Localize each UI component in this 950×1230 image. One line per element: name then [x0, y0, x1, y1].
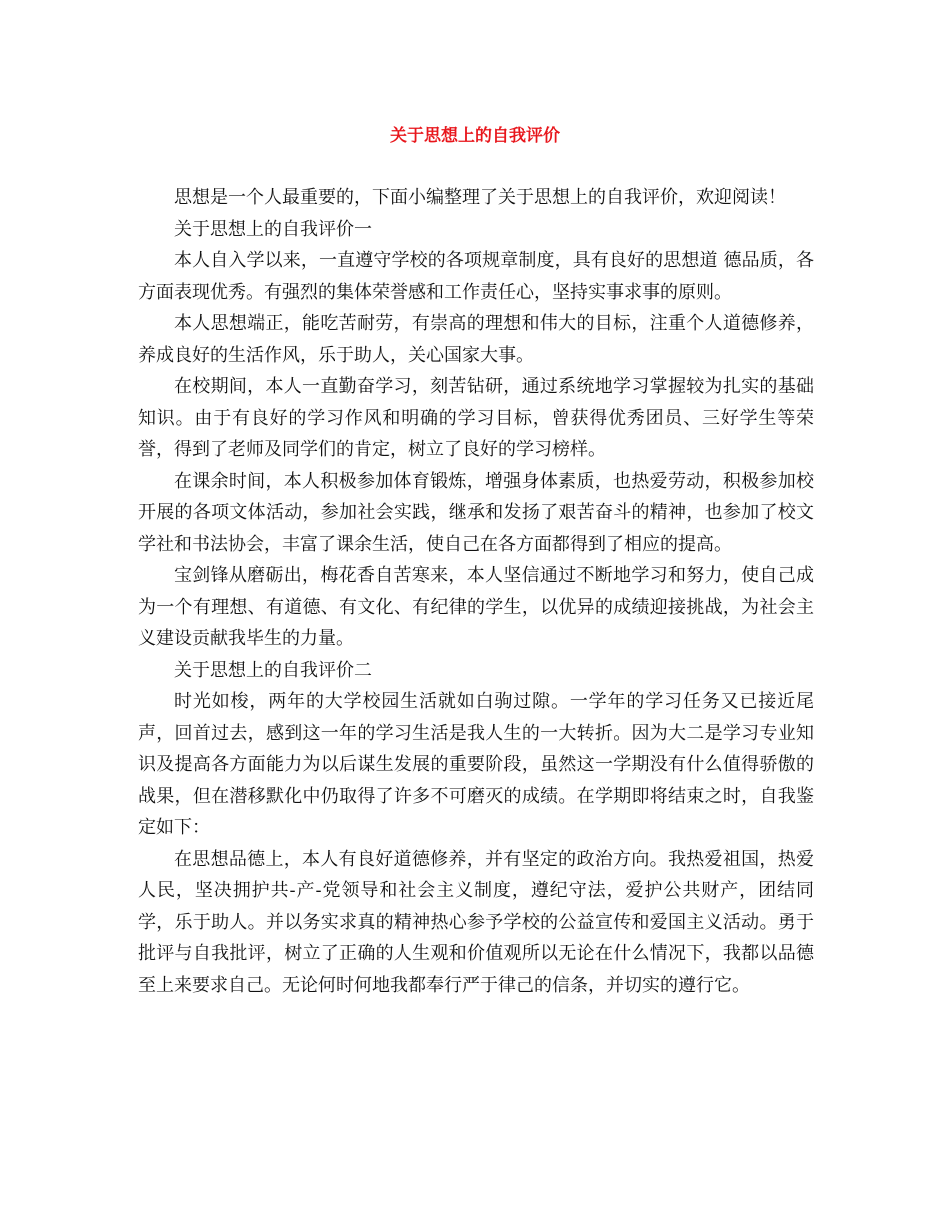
- paragraph: 本人思想端正，能吃苦耐劳，有崇高的理想和伟大的目标，注重个人道德修养，养成良好的生活作风，乐于助人，关心国家大事。: [138, 313, 814, 366]
- paragraph: 本人自入学以来，一直遵守学校的各项规章制度，具有良好的思想道 德品质，各方面表现优秀。有强烈的集体荣誉感和工作责任心，坚持实事求事的原则。: [138, 250, 814, 303]
- section-heading-one: 关于思想上的自我评价一: [174, 218, 372, 240]
- section-heading-two: 关于思想上的自我评价二: [174, 659, 372, 681]
- paragraph: 宝剑锋从磨砺出，梅花香自苦寒来，本人坚信通过不断地学习和努力，使自己成为一个有理想、有道德、有文化、有纪律的学生，以优异的成绩迎接挑战，为社会主义建设贡献我毕生的力量。: [138, 565, 814, 649]
- document-body: [138, 182, 814, 1001]
- paragraph: 时光如梭，两年的大学校园生活就如白驹过隙。一学年的学习任务又已接近尾声，回首过去，感到这一年的学习生活是我人生的一大转折。因为大二是学习专业知识及提高各方面能力为以后谋生发展的重要阶段，虽然这一学期没有什么值得骄傲的战果，但在潜移默化中仍取得了许多不可磨灭的成绩。在学期即将结束之时，自我鉴定如下：: [138, 691, 814, 838]
- paragraph-intro: 思想是一个人最重要的，下面小编整理了关于思想上的自我评价，欢迎阅读！: [174, 187, 786, 208]
- paragraph: 在课余时间，本人积极参加体育锻炼，增强身体素质，也热爱劳动，积极参加校开展的各项文体活动，参加社会实践，继承和发扬了艰苦奋斗的精神，也参加了校文学社和书法协会，丰富了课余生活，使自己在各方面都得到了相应的提高。: [138, 470, 814, 555]
- paragraph: 在思想品德上，本人有良好道德修养，并有坚定的政治方向。我热爱祖国，热爱人民，坚决拥护共-产-党领导和社会主义制度，遵纪守法，爱护公共财产，团结同学，乐于助人。并以务实求真的精神热心参予学校的公益宣传和爱国主义活动。勇于批评与自我批评，树立了正确的人生观和价值观所以无论在什么情况下，我都以品德至上来要求自己。无论何时何地我都奉行严于律己的信条，并切实的遵行它。: [138, 848, 814, 996]
- paragraph: 在校期间，本人一直勤奋学习，刻苦钻研，通过系统地学习掌握较为扎实的基础知识。由于有良好的学习作风和明确的学习目标，曾获得优秀团员、三好学生等荣誉，得到了老师及同学们的肯定，树立了良好的学习榜样。: [138, 376, 814, 460]
- document-title: 关于思想上的自我评价: [390, 126, 560, 146]
